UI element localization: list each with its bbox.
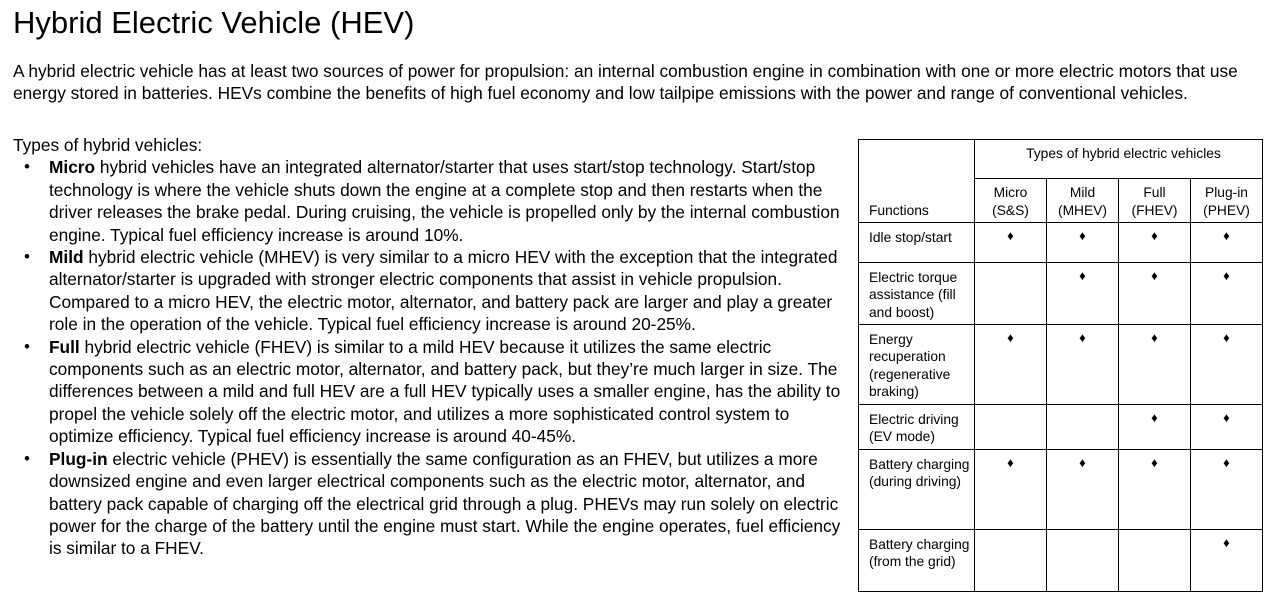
mark-cell <box>1047 223 1119 263</box>
list-item-micro <box>13 156 855 246</box>
bullet-text: hybrid electric vehicle (FHEV) is similar to a mild HEV because it utilizes the same electric components such as an electric motor, alternator, and battery pack, but they’re much larger in size. The differences between a mild and full HEV are a full HEV typically uses a smaller engine, has the ability to propel the vehicle solely off the electric motor, and utilizes a more sophisticated control system to optimize efficiency. Typical fuel efficiency increase is around 40-45%. <box>49 336 841 447</box>
bullet-icon: • <box>24 448 30 468</box>
table-row <box>859 223 1263 263</box>
types-heading: Types of hybrid vehicles: <box>13 135 203 155</box>
diamond-mark-icon: ♦ <box>1223 455 1230 470</box>
column-header-micro: Micro (S&S) <box>975 179 1047 223</box>
bullet-term: Mild <box>49 247 84 268</box>
mark-cell <box>1047 263 1119 325</box>
function-label: Electric driving (EV mode) <box>859 405 975 450</box>
function-label: Idle stop/start <box>859 223 975 263</box>
list-item-mild <box>13 246 855 336</box>
mark-cell <box>1191 263 1263 325</box>
mark-cell <box>1119 405 1191 450</box>
mark-cell <box>1191 530 1263 592</box>
hybrid-functions-table <box>858 139 1263 592</box>
function-label: Energy recuperation (regenerative braking) <box>859 325 975 405</box>
table-row <box>859 405 1263 450</box>
diamond-mark-icon: ♦ <box>1151 410 1158 425</box>
column-header-mild: Mild (MHEV) <box>1047 179 1119 223</box>
mark-cell <box>975 450 1047 530</box>
column-header-plug-in: Plug-in (PHEV) <box>1191 179 1263 223</box>
mark-cell <box>1047 405 1119 450</box>
diamond-mark-icon: ♦ <box>1151 455 1158 470</box>
diamond-mark-icon: ♦ <box>1151 228 1158 243</box>
mark-cell <box>975 223 1047 263</box>
list-item-plug-in <box>13 448 855 560</box>
bullet-text: hybrid vehicles have an integrated alternator/starter that uses start/stop technology. Start/stop technology is where the vehicle shuts down the engine at a complete stop and then restarts when the driver releases the brake pedal. During cruising, the vehicle is propelled only by the internal combustion engine. Typical fuel efficiency increase is around 10%. <box>49 157 840 245</box>
group-header: Types of hybrid electric vehicles <box>975 140 1263 179</box>
page-title: Hybrid Electric Vehicle (HEV) <box>13 5 415 40</box>
diamond-mark-icon: ♦ <box>1223 330 1230 345</box>
diamond-mark-icon: ♦ <box>1151 268 1158 283</box>
mark-cell <box>1191 405 1263 450</box>
diamond-mark-icon: ♦ <box>1223 410 1230 425</box>
intro-paragraph: A hybrid electric vehicle has at least two sources of power for propulsion: an internal combustion engine in combination with one or more electric motors that use energy stored in batteries. HEVs combine the benefits of high fuel economy and low tailpipe emissions with the power and range of conventional vehicles. <box>13 61 1238 103</box>
mark-cell <box>1191 450 1263 530</box>
diamond-mark-icon: ♦ <box>1223 535 1230 550</box>
diamond-mark-icon: ♦ <box>1079 228 1086 243</box>
mark-cell <box>1191 325 1263 405</box>
diamond-mark-icon: ♦ <box>1223 268 1230 283</box>
diamond-mark-icon: ♦ <box>1079 455 1086 470</box>
function-label: Battery charging (during driving) <box>859 450 975 530</box>
bullet-text: electric vehicle (PHEV) is essentially the same configuration as an FHEV, but utilizes a more downsized engine and even larger electrical components such as the electric motor, alternator, and battery pack capable of charging off the electrical grid through a plug. PHEVs may run solely on electric power for the charge of the battery until the engine must start. While the engine operates, fuel efficiency is similar to a FHEV. <box>49 448 841 559</box>
mark-cell <box>1119 263 1191 325</box>
table-row <box>859 450 1263 530</box>
diamond-mark-icon: ♦ <box>1151 330 1158 345</box>
diamond-mark-icon: ♦ <box>1007 330 1014 345</box>
table-row <box>859 530 1263 592</box>
function-label: Electric torque assistance (fill and boost) <box>859 263 975 325</box>
column-header-full: Full (FHEV) <box>1119 179 1191 223</box>
mark-cell <box>1119 223 1191 263</box>
mark-cell <box>1047 325 1119 405</box>
table-row <box>859 325 1263 405</box>
mark-cell <box>975 325 1047 405</box>
diamond-mark-icon: ♦ <box>1223 228 1230 243</box>
mark-cell <box>1119 325 1191 405</box>
diamond-mark-icon: ♦ <box>1079 330 1086 345</box>
bullet-icon: • <box>24 336 30 356</box>
mark-cell <box>1047 450 1119 530</box>
table-row <box>859 263 1263 325</box>
mark-cell <box>975 405 1047 450</box>
bullet-term: Full <box>49 336 80 357</box>
mark-cell <box>1119 530 1191 592</box>
bullet-icon: • <box>24 247 30 267</box>
diamond-mark-icon: ♦ <box>1007 228 1014 243</box>
types-section <box>13 134 855 560</box>
bullet-icon: • <box>24 157 30 177</box>
diamond-mark-icon: ♦ <box>1007 455 1014 470</box>
mark-cell <box>1047 530 1119 592</box>
types-list <box>13 156 855 559</box>
bullet-text: hybrid electric vehicle (MHEV) is very similar to a micro HEV with the exception that the integrated alternator/starter is upgraded with stronger electric components that assist in vehicle propulsion. Compared to a micro HEV, the electric motor, alternator, and battery pack are larger and play a greater role in the operation of the vehicle. Typical fuel efficiency increase is around 20-25%. <box>49 247 838 335</box>
mark-cell <box>1191 223 1263 263</box>
function-label: Battery charging (from the grid) <box>859 530 975 592</box>
bullet-term: Micro <box>49 157 96 178</box>
bullet-term: Plug-in <box>49 448 108 469</box>
list-item-full <box>13 336 855 448</box>
diamond-mark-icon: ♦ <box>1079 268 1086 283</box>
functions-header: Functions <box>859 140 975 223</box>
mark-cell <box>1119 450 1191 530</box>
mark-cell <box>975 530 1047 592</box>
mark-cell <box>975 263 1047 325</box>
